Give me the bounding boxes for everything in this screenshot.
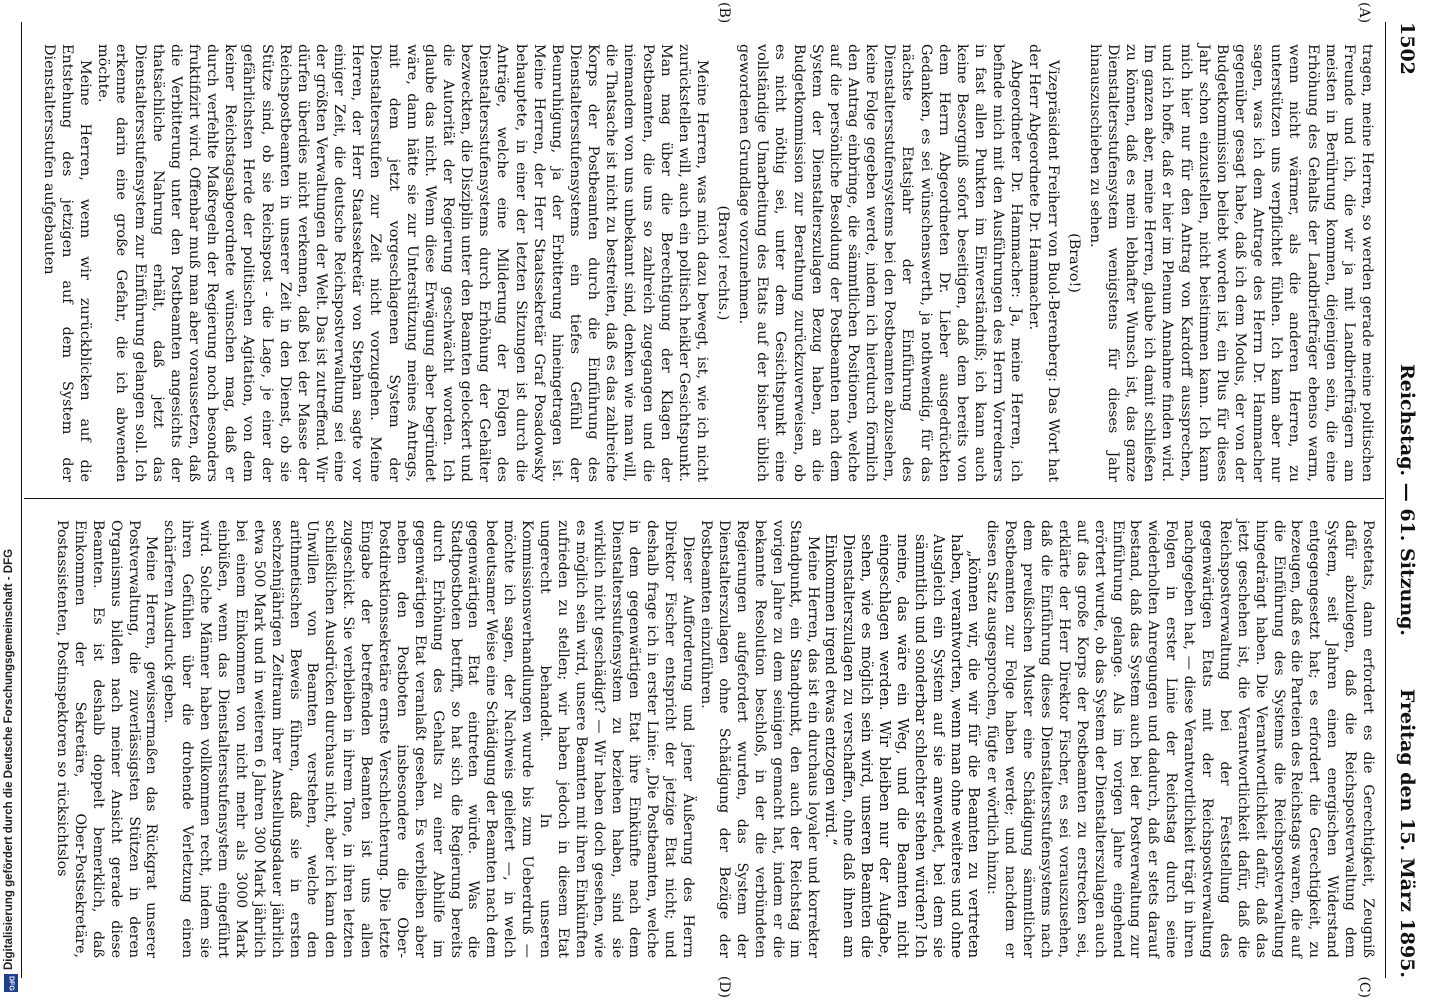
header-rule — [1385, 22, 1386, 978]
page-title: Reichstag. — 61. Sitzung. — [1396, 363, 1418, 637]
left-column — [40, 44, 1376, 482]
paragraph: Meine Herren, wenn wir zurückblicken auf die Entstehung des jetzigen auf dem System der Dienstaltersstufen aufgebauten — [40, 44, 94, 482]
paragraph: Meine Herren, das ist ein durchaus loyaler und korrekter Standpunkt, ein Standpunkt, den auch der Reichstag im vorigen Jahre zu dem seinigen gemacht hat, indem er die bekannte Resolution beschloß, in der die verbündeten Regierungen aufgefordert wurden, das System der Dienstalterszulagen ohne Schädigung der Bezüge der Postbeamten einzuführen. — [698, 520, 822, 958]
paragraph: tragen, meine Herren, so werden gerade meine politischen Freunde und ich, die wir ja mit Landbriefträgern am meisten in Berührung kommen, diejenigen sein, die eine Erhöhung des Gehalts der Landbriefträger ebenso warm, wenn nicht wärmer, als die anderen Herren, zu unterstützen uns verpflichtet fühlen. Ich kann aber nur sagen, was ich dem Antrage des Herrn Dr. Hammacher gegenüber gesagt habe, daß ich dem Modus, der von der Budgetkommission beliebt worden ist, ein Plus für dieses Jahr schon einzustellen, nicht beistimmen kann. Ich kann mich hier nur für den Antrag von Kardorff aussprechen, und ich hoffe, daß er hier im Plenum Annahme finden wird. Im ganzen aber, meine Herren, glaube ich damit schließen zu können, daß es mein lebhafter Wunsch ist, das ganze Dienstaltersstufensystem wenigstens für dieses Jahr hinauszuschieben zu sehen. — [1086, 44, 1375, 482]
margin-letter-d: (D) — [716, 975, 732, 998]
interjection: (Bravo! rechts.) — [715, 205, 732, 321]
paragraph: Dieser Aufforderung und jener Äußerung des Herrn Direktor Fischer entspricht der jetzige Etat nicht; und deshalb frage ich in erster Linie: „Die Postbeamten, welche in dem gegenwärtigen Etat ihre Einkünfte nach dem Dienstaltersstufensystem zu beziehen haben, sind sie wirklich nicht geschädigt? — Wir haben doch gesehen, wie es möglich sein wird, unsere Beamten mit ihren Einkünften zufrieden zu stellen; wir haben jedoch in diesem Etat ungerecht behandelt. In unseren Kommissionsverhandlungen wurde bis zum Ueberdruß — möchte ich sagen, der Nachweis geliefert —, in welch bedeutsamer Weise eine Schädigung der Beamten nach dem gegenwärtigen Etat eintreten würde. Was die Stadtpostboten betrifft, so hat sich die Regierung bereits durch Erhöhung des Gehalts zu einer Abhilfe im gegenwärtigen Etat veranlaßt gesehen. Es verbleiben aber neben den Postboten insbesondere die Ober-Postdirektionssekretäre ernste Verschlechterung. Die letzte Eingabe der betreffenden Beamten ist uns allen zugeschickt. Sie verbleiben in ihrem Tone, in ihren letzten schließlichen Ausdrücken durchaus nicht, aber ich kann den Unwillen von Beamten verstehen, welche den arithmetischen Beweis führen, daß sie in ersten sechzehnjährigen Zeitraum ihrer Anstellungsdauer jährlich etwa 500 Mark und in weiteren 6 Jahren 300 Mark jährlich bei einem Einkommen von nicht mehr als 3000 Mark einbüßen, wenn das Dienstaltersstufensystem eingeführt wird. Solche Männer haben vollkommen recht, indem sie ihren Gefühlen über die drohende Verletzung einen schärferen Ausdruck geben. — [161, 520, 697, 958]
paragraph: Postetats, dann erfordert es die Gerechtigkeit, Zeugniß dafür abzulegen, daß die Reichspostverwaltung dem System, seit Jahren einen energischen Widerstand entgegengesetzt hat; es erfordert die Gerechtigkeit, zu bezeugen, daß es die Parteien des Reichstags waren, die auf die Einführung des Systems die Reichspostverwaltung hingedrängt haben. Die Verantwortlichkeit dafür, daß das jetzt geschehen ist, die Verantwortlichkeit dafür, daß die Reichspostverwaltung bei der Feststellung des gegenwärtigen Etats mit der Reichspostverwaltung nachgegeben hat, — diese Verantwortlichkeit trägt in ihren Folgen in erster Linie der Reichstag durch seine wiederholten Anregungen und dadurch, daß er stets darauf bestand, daß das System auch bei der Postverwaltung zur Einführung gelange. Als im vorigen Jahre eingehend erörtert wurde, ob das System der Dienstalterszulagen auch auf das große Korps der Postbeamten zu erstrecken sei, erklärte der Herr Direktor Fischer, es sei vorauszusehen, daß die Einführung dieses Dienstaltersstufensystems nach dem preußischen Muster eine Schädigung sämmtlicher Postbeamten zur Folge haben werde; und nachdem er diesen Satz ausgesprochen, fügte er wörtlich hinzu: — [984, 520, 1376, 958]
page-number: 1502 — [1396, 22, 1418, 75]
page-date: Freitag den 15. März 1895. — [1396, 688, 1418, 978]
margin-letter-b: (B) — [716, 2, 732, 24]
margin-letter-c: (C) — [1356, 976, 1372, 998]
interjection: (Bravo!) — [1065, 233, 1082, 293]
paragraph: Meine Herren, gewissermaßen das Rückgrat unserer Postverwaltung, die zuverlässigsten Stützen in deren Organismus bilden nach meiner Ansicht gerade diese Beamten. Es ist deshalb doppelt bemerklich, daß Einkommen der Sekretäre, Ober-Postsekretäre, Postassistenten, Postinspektoren so rücksichtslos — [53, 520, 160, 958]
paragraph: Vizepräsident Freiherr von Buol-Berenberg: Das Wort hat der Herr Abgeordnete Dr. Hammacher. — [1026, 44, 1061, 482]
paragraph: Meine Herren, was mich dazu bewegt, ist, wie ich nicht zurückstellen will, auch ein politisch heikler Gesichtspunkt. Man mag über die Berechtigung der Klagen der Postbeamten, die uns so zahlreich zugegangen und die niemandem von uns unbekannt sind, denken wie man will, die Thatsache ist nicht zu bestreiten, daß es das zahlreiche Korps der Postbeamten durch die Einführung des Dienstaltersstufensystems ein tiefes Gefühl der Beunruhigung, ja der Erbitterung hineingetragen ist. Meine Herren, der Herr Staatssekretär Graf Posadowsky behauptete, in einer der letzten Sitzungen ist durch die Anträge, welche eine Milderung der Folgen des Dienstaltersstufensystems durch Erhöhung der Gehälter bezweckten, die Disziplin unter den Beamten gelockert und die Autorität der Regierung geschwächt worden. Ich glaube das nicht. Wenn diese Erwägung aber begründet wäre, dann hätte sie zur Unterstützung meines Antrags, mit dem jetzt vorgeschlagenen System der Dienstaltersstufen zur Zeit nicht vorzugehen. Meine Herren, der Herr Staatssekretär von Stephan sagte vor einiger Zeit, die deutsche Reichspostverwaltung sei eine der größten Verwaltungen der Welt. Das ist zutreffend. Wir dürfen überdies nicht verkennen, daß bei der Masse der Reichspostbeamten in unserer Zeit in den Dienst, ob sie Stütze sind, ob sie Reichspost - die Lage, je einer der gefährlichsten Herde der politischen Agitation, von dem keiner Reichstagsabgeordnete wünschen mag, daß er durch verfehlte Maßregeln der Regierung noch besonders fruktifizirt wird. Offenbar muß man aber voraussetzen, daß die Verbitterung unter den Postbeamten angesichts der thatsächliche Nahrung erhält, daß jetzt das Dienstaltersstufensystem zur Einführung gelangen soll. Ich erkenne darin eine große Gefahr, die ich abwenden möchte. — [95, 44, 710, 482]
margin-letter-a: (A) — [1356, 2, 1372, 24]
column-divider — [24, 498, 1384, 499]
page-header — [1382, 22, 1422, 978]
digitization-credit: Digitalisierung gefördert durch die Deutsche Forschungsgemeinschaft - DFG — [3, 548, 15, 970]
right-column — [52, 520, 1376, 958]
paragraph: Abgeordneter Dr. Hammacher: Ja, meine Herren, ich befinde mich mit den Ausführungen des Herrn Vorredners in fast allen Punkten im Einverständniß; ich kann auch keine Besorgniß sofort beseitigen, daß dem bereits von dem Herrn Abgeordneten Dr. Lieber ausgedrückten Gedanken, es sei wünschenswerth, ja nothwendig, für das nächste Etatsjahr der Einführung des Dienstaltersstufensystems bei den Postbeamten abzusehen, keine Folge gegeben werde, indem ich hierdurch förmlich den Antrag einbringe, die sämmtlichen Positionen, welche auf die persönliche Besoldung der Postbeamten nach dem System der Dienstalterszulagen Bezug haben, an die Budgetkommission zur Berathung zurückzuverweisen, ob es nicht nöthig sei, unter dem Gesichtspunkt eine vollständige Umarbeitung des Etats auf der bisher üblich gewordenen Grundlage vorzunehmen. — [736, 44, 1025, 482]
block-quote: „können wir, die wir für die Beamten zu vertreten haben, verantworten, wenn man ohne weiteres und ohne Ausgleich ein System auf sie anwendet, bei dem sie sämmtlich und sonderbar schlechter stehen würden? Ich meine, das wäre ein Weg, und die Beamten nicht eingeschlagen werden. Wir bleiben nur der Aufgabe, sehen, wie es möglich sein wird, unseren Beamten die Dienstalterszulagen zu verschaffen, ohne daß ihnen am Einkommen irgend etwas entzogen wird.“ — [822, 534, 983, 958]
bottom-rule — [21, 22, 22, 978]
dfg-logo-icon: DFG — [4, 974, 18, 992]
